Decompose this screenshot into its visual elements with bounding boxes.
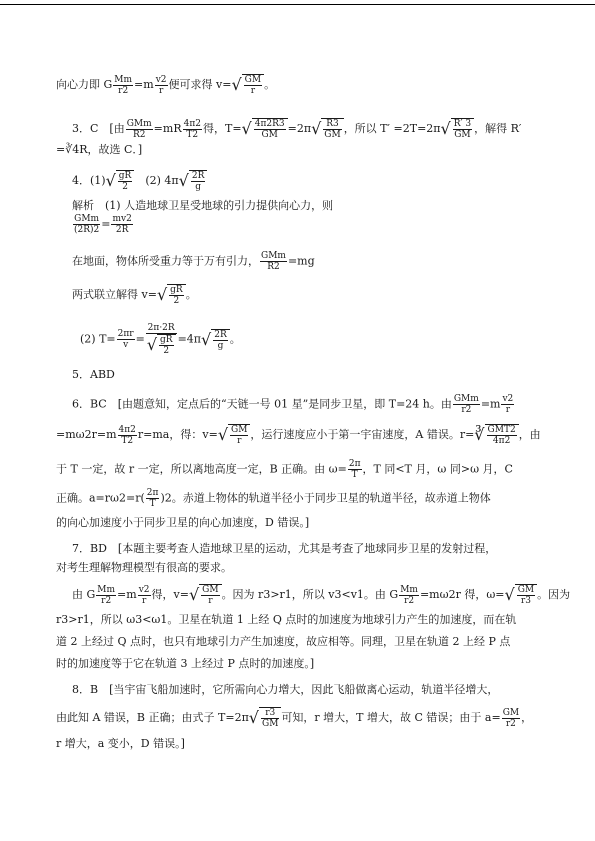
q8-line-2: 由此知 A 错误，B 正确；由式子 T=2π√ $\frac{r3}{GM}$ 可知，r 增大，T 增大，故 C 错误；由于 a= $\frac{GM}{r2}$ ， bbox=[56, 707, 533, 729]
q3-line-1: 3．C [由 GMm R2 =mR $\frac{4\pi 2}{T2}$ 得，T=√ $\frac{4\pi 2R3}{GM}$ =2π√ $\frac{R3}{GM}$ ，所以 T′ =2T=2π√ $\frac{R' 3}{GM}$ ，解得 R′ bbox=[72, 118, 522, 140]
q2-tail-line: 向心力即 G $\frac{Mm}{r2}$ =m $\frac{v2}{r}$ 便可求得 v=√ $\frac{GM}{r}$ 。 bbox=[56, 74, 276, 96]
q6-line-3: 于 T 一定，故 r 一定，所以离地高度一定，B 正确。由 ω= $\frac{2\pi}{T}$ ，T 同<T 月，ω 同>ω 月，C bbox=[56, 459, 513, 480]
q6-line-2: =mω2r=m $\frac{4\pi 2}{T2}$ r=ma，得：v=√ $\frac{GM}{r}$ ，运行速度应小于第一宇宙速度，A 错误。r=∛ GMT2 4π2 ，由 bbox=[56, 424, 541, 446]
q4-equation-1: GMm (2R)2 = $\frac{mv2}{2R}$ bbox=[74, 214, 132, 235]
sqrt-expression: √ $\frac{R' 3}{GM}$ bbox=[441, 118, 475, 140]
q6-line-5: 的向心加速度小于同步卫星的向心加速度，D 错误。] bbox=[56, 516, 310, 529]
q4-answer-line: 4．(1)√ $\frac{gR}{2}$ (2) 4π√ $\frac{2R}{g}$ bbox=[72, 170, 207, 192]
q4-solve-line: 两式联立解得 v=√ $\frac{gR}{2}$ 。 bbox=[72, 285, 197, 306]
sqrt-expression: √ $\frac{R3}{GM}$ bbox=[311, 118, 344, 140]
sqrt-expression: √ $\frac{gR}{2}$ bbox=[106, 170, 135, 192]
top-border-line bbox=[0, 4, 595, 5]
q5-answer: 5．ABD bbox=[72, 368, 115, 381]
q7-line-5: 道 2 上经过 Q 点时，也只有地球引力产生加速度，故应相等。同理，卫星在轨道 2 上经 P 点 bbox=[56, 635, 511, 648]
sqrt-expression: √ $\frac{4\pi 2R3}{GM}$ bbox=[242, 118, 288, 140]
q7-line-6: 时的加速度等于它在轨道 3 上经过 P 点时的加速度。] bbox=[56, 657, 315, 670]
q8-line-3: r 增大，a 变小，D 错误。] bbox=[56, 737, 185, 750]
q4-analysis: 解析 (1) 人造地球卫星受地球的引力提供向心力，则 bbox=[72, 199, 334, 212]
q7-line-2: 对考生理解物理模型有很高的要求。 bbox=[56, 561, 232, 574]
cube-root-expression: ∛ GMT2 4π2 bbox=[474, 424, 518, 446]
compound-fraction: 2π·2R √ $\frac{gR}{2}$ bbox=[146, 323, 175, 356]
q2-text: 向心力即 G bbox=[56, 78, 113, 91]
sqrt-expression: √ $\frac{GM}{r}$ bbox=[231, 74, 264, 96]
fraction: GMm R2 bbox=[126, 118, 152, 140]
fraction: $\frac{v2}{r}$ bbox=[155, 74, 167, 96]
q4-ground-line: 在地面，物体所受重力等于万有引力， GMm R2 =mg bbox=[72, 251, 315, 272]
fraction: $\frac{Mm}{r2}$ bbox=[114, 74, 133, 96]
q6-line-4: 正确。a=rω2=r( $\frac{2\pi}{T}$ )2。赤道上物体的轨道半径小于同步卫星的轨道半径，故赤道上物体 bbox=[56, 488, 491, 509]
q3-line-2: =∛4R，故选 C．] bbox=[56, 143, 143, 156]
q7-line-1: 7．BD [本题主要考查人造地球卫星的运动，尤其是考查了地球同步卫星的发射过程， bbox=[72, 542, 497, 555]
q7-line-4: r3>r1，所以 ω3<ω1。卫星在轨道 1 上经 Q 点时的加速度为地球引力产生的加速度，而在轨 bbox=[56, 613, 517, 626]
q7-line-3: 由 G $\frac{Mm}{r2}$ =m $\frac{v2}{r}$ 得，v=√ $\frac{GM}{r}$ 。因为 r3>r1，所以 v3<v1。由 G $\frac{Mm}{r2}$ =mω2r 得，ω=√ $\frac{GM}{r3}$ 。因为 bbox=[72, 584, 571, 606]
q8-line-1: 8．B [当宇宙飞船加速时，它所需向心力增大，因此飞船做离心运动，轨道半径增大， bbox=[72, 683, 499, 696]
fraction: $\frac{4\pi 2}{T2}$ bbox=[183, 118, 201, 140]
sqrt-expression: √ $\frac{2R}{g}$ bbox=[179, 170, 208, 192]
q4-part2-line: (2) T= $\frac{2\pi r}{v}$ = 2π·2R √ $\frac{gR}{2}$ =4π√ $\frac{2R}{g}$ 。 bbox=[80, 323, 241, 356]
q6-line-1: 6．BC [由题意知，定点后的“天链一号 01 星”是同步卫星，即 T=24 h。由 GMm r2 =m $\frac{v2}{r}$ bbox=[72, 394, 514, 415]
